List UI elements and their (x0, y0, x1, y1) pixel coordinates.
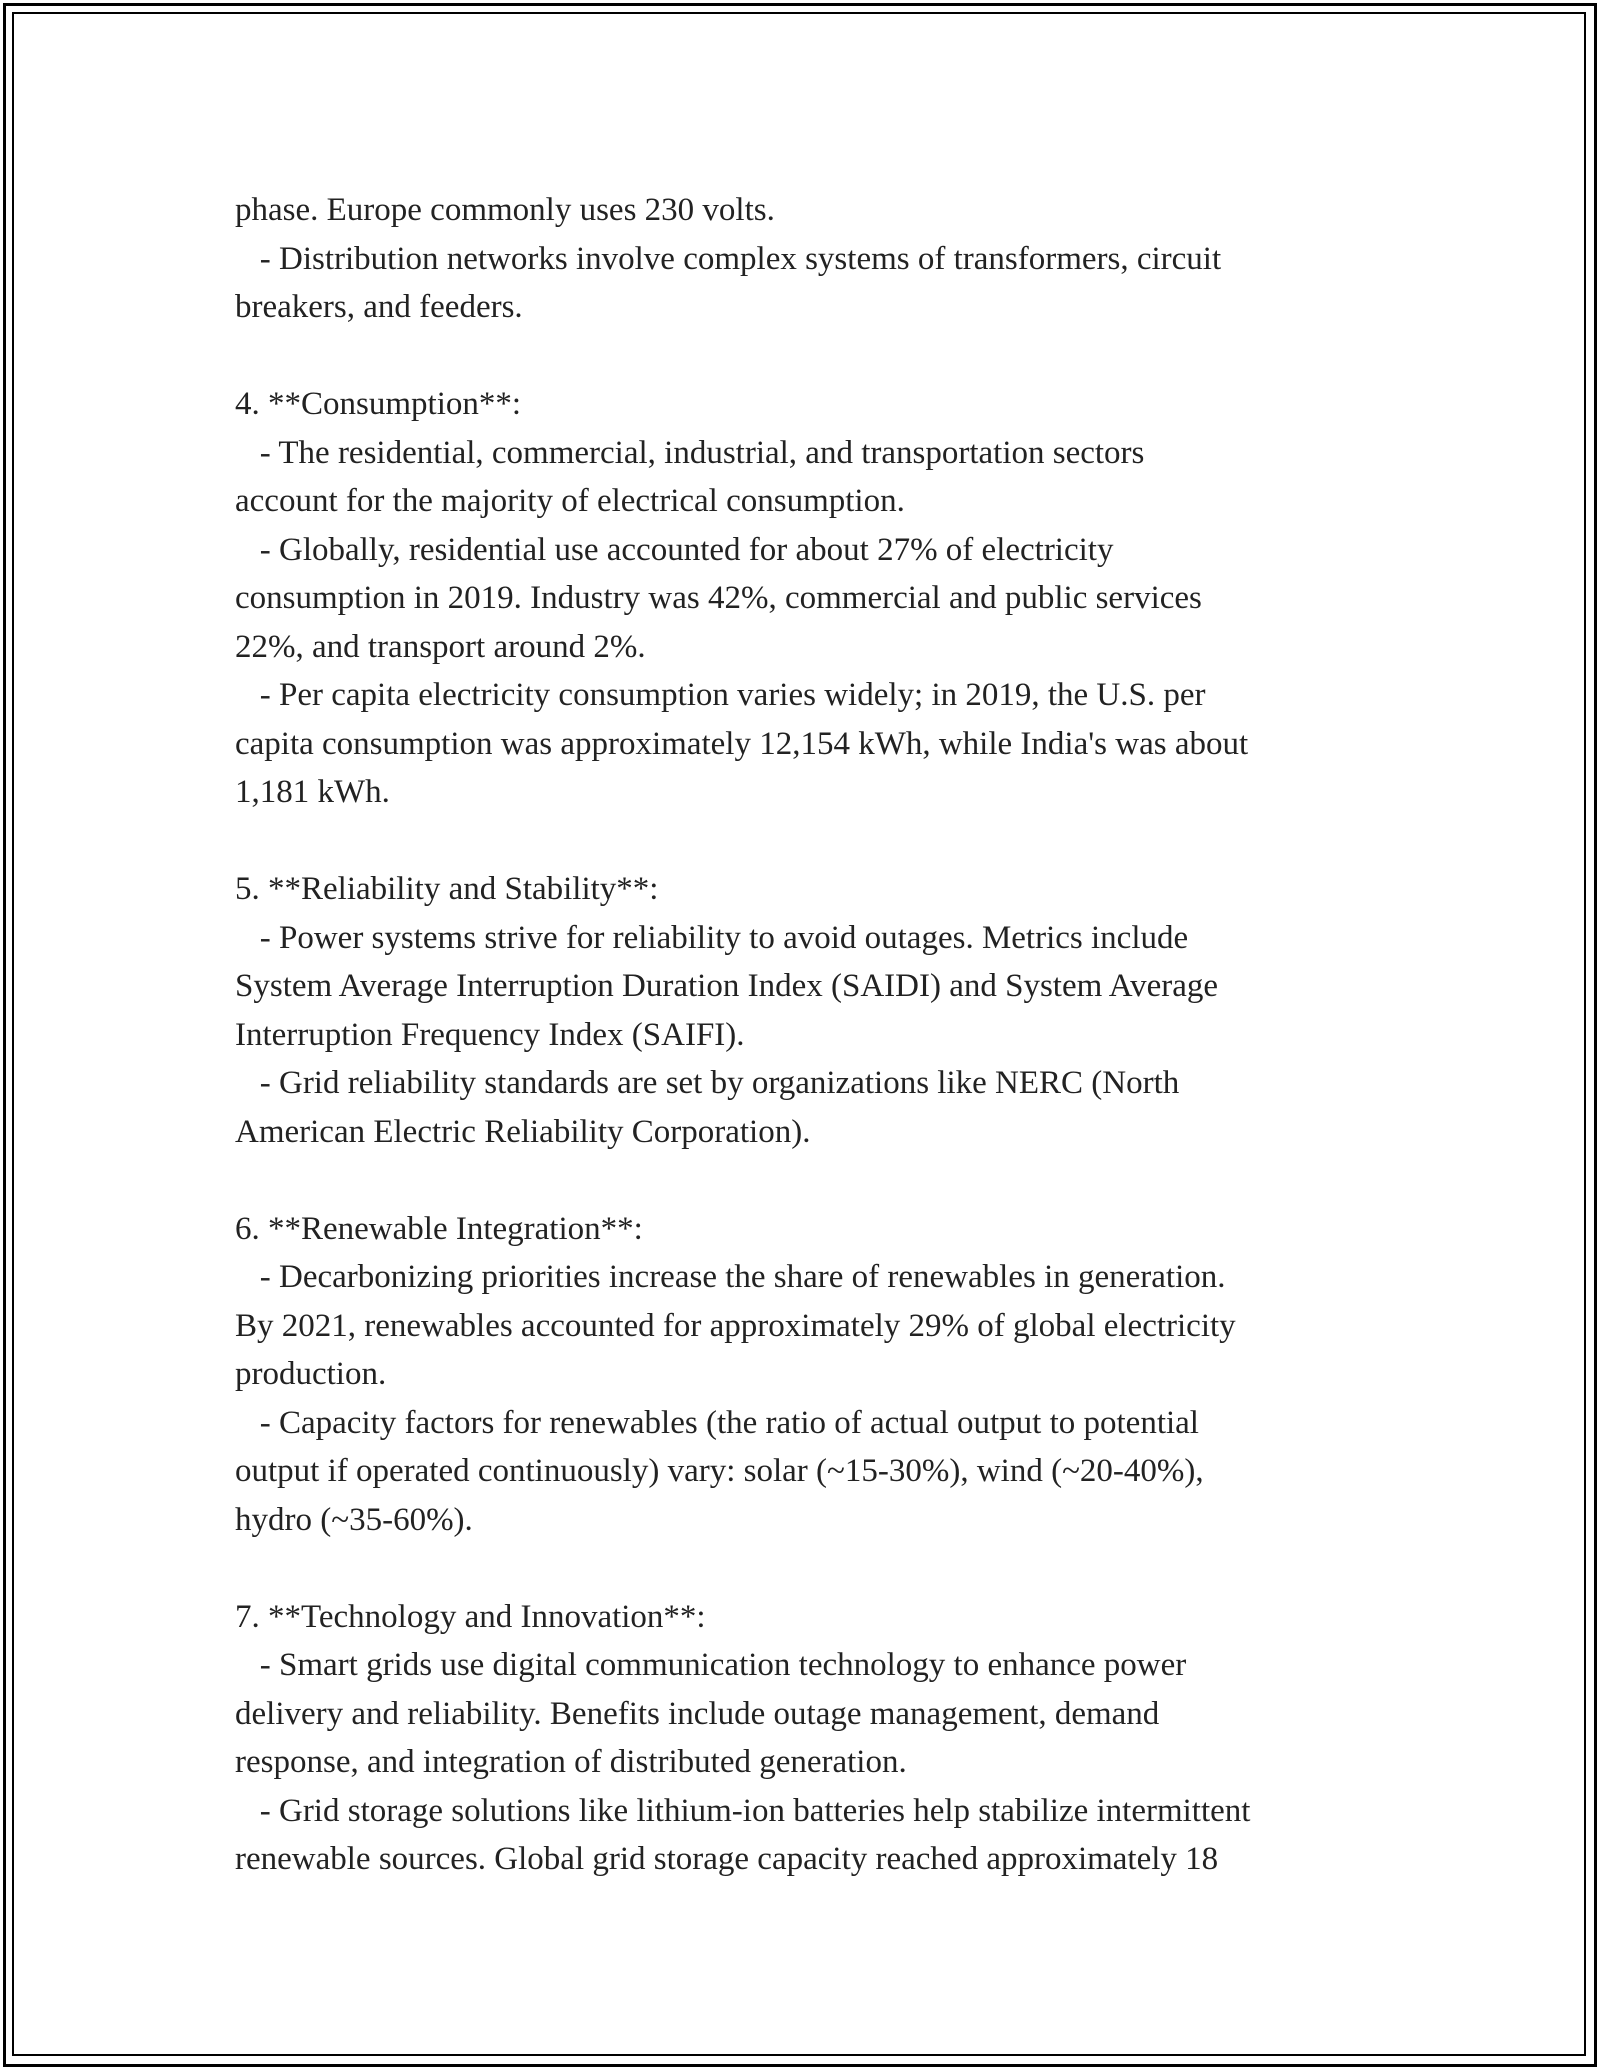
text-line: - Power systems strive for reliability to avoid outages. Metrics include (235, 919, 1189, 956)
text-line: - Capacity factors for renewables (the ratio of actual output to potential (235, 1404, 1199, 1441)
text-line: capita consumption was approximately 12,154 kWh, while India's was about (235, 725, 1249, 762)
text-line: breakers, and feeders. (235, 289, 523, 325)
text-line: phase. Europe commonly uses 230 volts. (235, 192, 775, 228)
text-line: production. (235, 1356, 387, 1392)
text-line: - Grid storage solutions like lithium-ion batteries help stabilize intermittent (235, 1792, 1251, 1829)
text-line: renewable sources. Global grid storage capacity reached approximately 18 (235, 1841, 1219, 1877)
text-line: System Average Interruption Duration Index (SAIDI) and System Average (235, 968, 1219, 1004)
text-line: 22%, and transport around 2%. (235, 628, 646, 665)
text-line: - Grid reliability standards are set by organizations like NERC (North (235, 1065, 1180, 1101)
text-line: 1,181 kWh. (235, 774, 390, 810)
text-line: - Decarbonizing priorities increase the share of renewables in generation. (235, 1259, 1226, 1295)
text-line: - Smart grids use digital communication technology to enhance power (235, 1647, 1187, 1683)
blank-line (235, 1156, 1375, 1205)
text-line: - The residential, commercial, industrial, and transportation sectors (235, 434, 1145, 471)
text-line: By 2021, renewables accounted for approximately 29% of global electricity (235, 1307, 1236, 1344)
text-line: - Per capita electricity consumption varies widely; in 2019, the U.S. per (235, 677, 1206, 713)
blank-line (235, 1544, 1375, 1593)
text-line: 5. **Reliability and Stability**: (235, 871, 659, 907)
text-line: 6. **Renewable Integration**: (235, 1210, 643, 1247)
text-line: response, and integration of distributed generation. (235, 1744, 907, 1780)
text-line: Interruption Frequency Index (SAIFI). (235, 1016, 745, 1053)
text-line: - Globally, residential use accounted for about 27% of electricity (235, 531, 1114, 568)
text-line: account for the majority of electrical consumption. (235, 483, 905, 519)
text-line: 4. **Consumption**: (235, 386, 522, 422)
document-body (235, 186, 1375, 1884)
text-line: 7. **Technology and Innovation**: (235, 1598, 706, 1635)
blank-line (235, 817, 1375, 866)
text-line: delivery and reliability. Benefits include outage management, demand (235, 1695, 1160, 1732)
text-line: consumption in 2019. Industry was 42%, commercial and public services (235, 580, 1202, 616)
text-line: - Distribution networks involve complex systems of transformers, circuit (235, 240, 1222, 277)
blank-line (235, 332, 1375, 381)
text-line: hydro (~35-60%). (235, 1501, 473, 1538)
text-line: American Electric Reliability Corporation). (235, 1113, 811, 1150)
text-line: output if operated continuously) vary: solar (~15-30%), wind (~20-40%), (235, 1453, 1204, 1489)
